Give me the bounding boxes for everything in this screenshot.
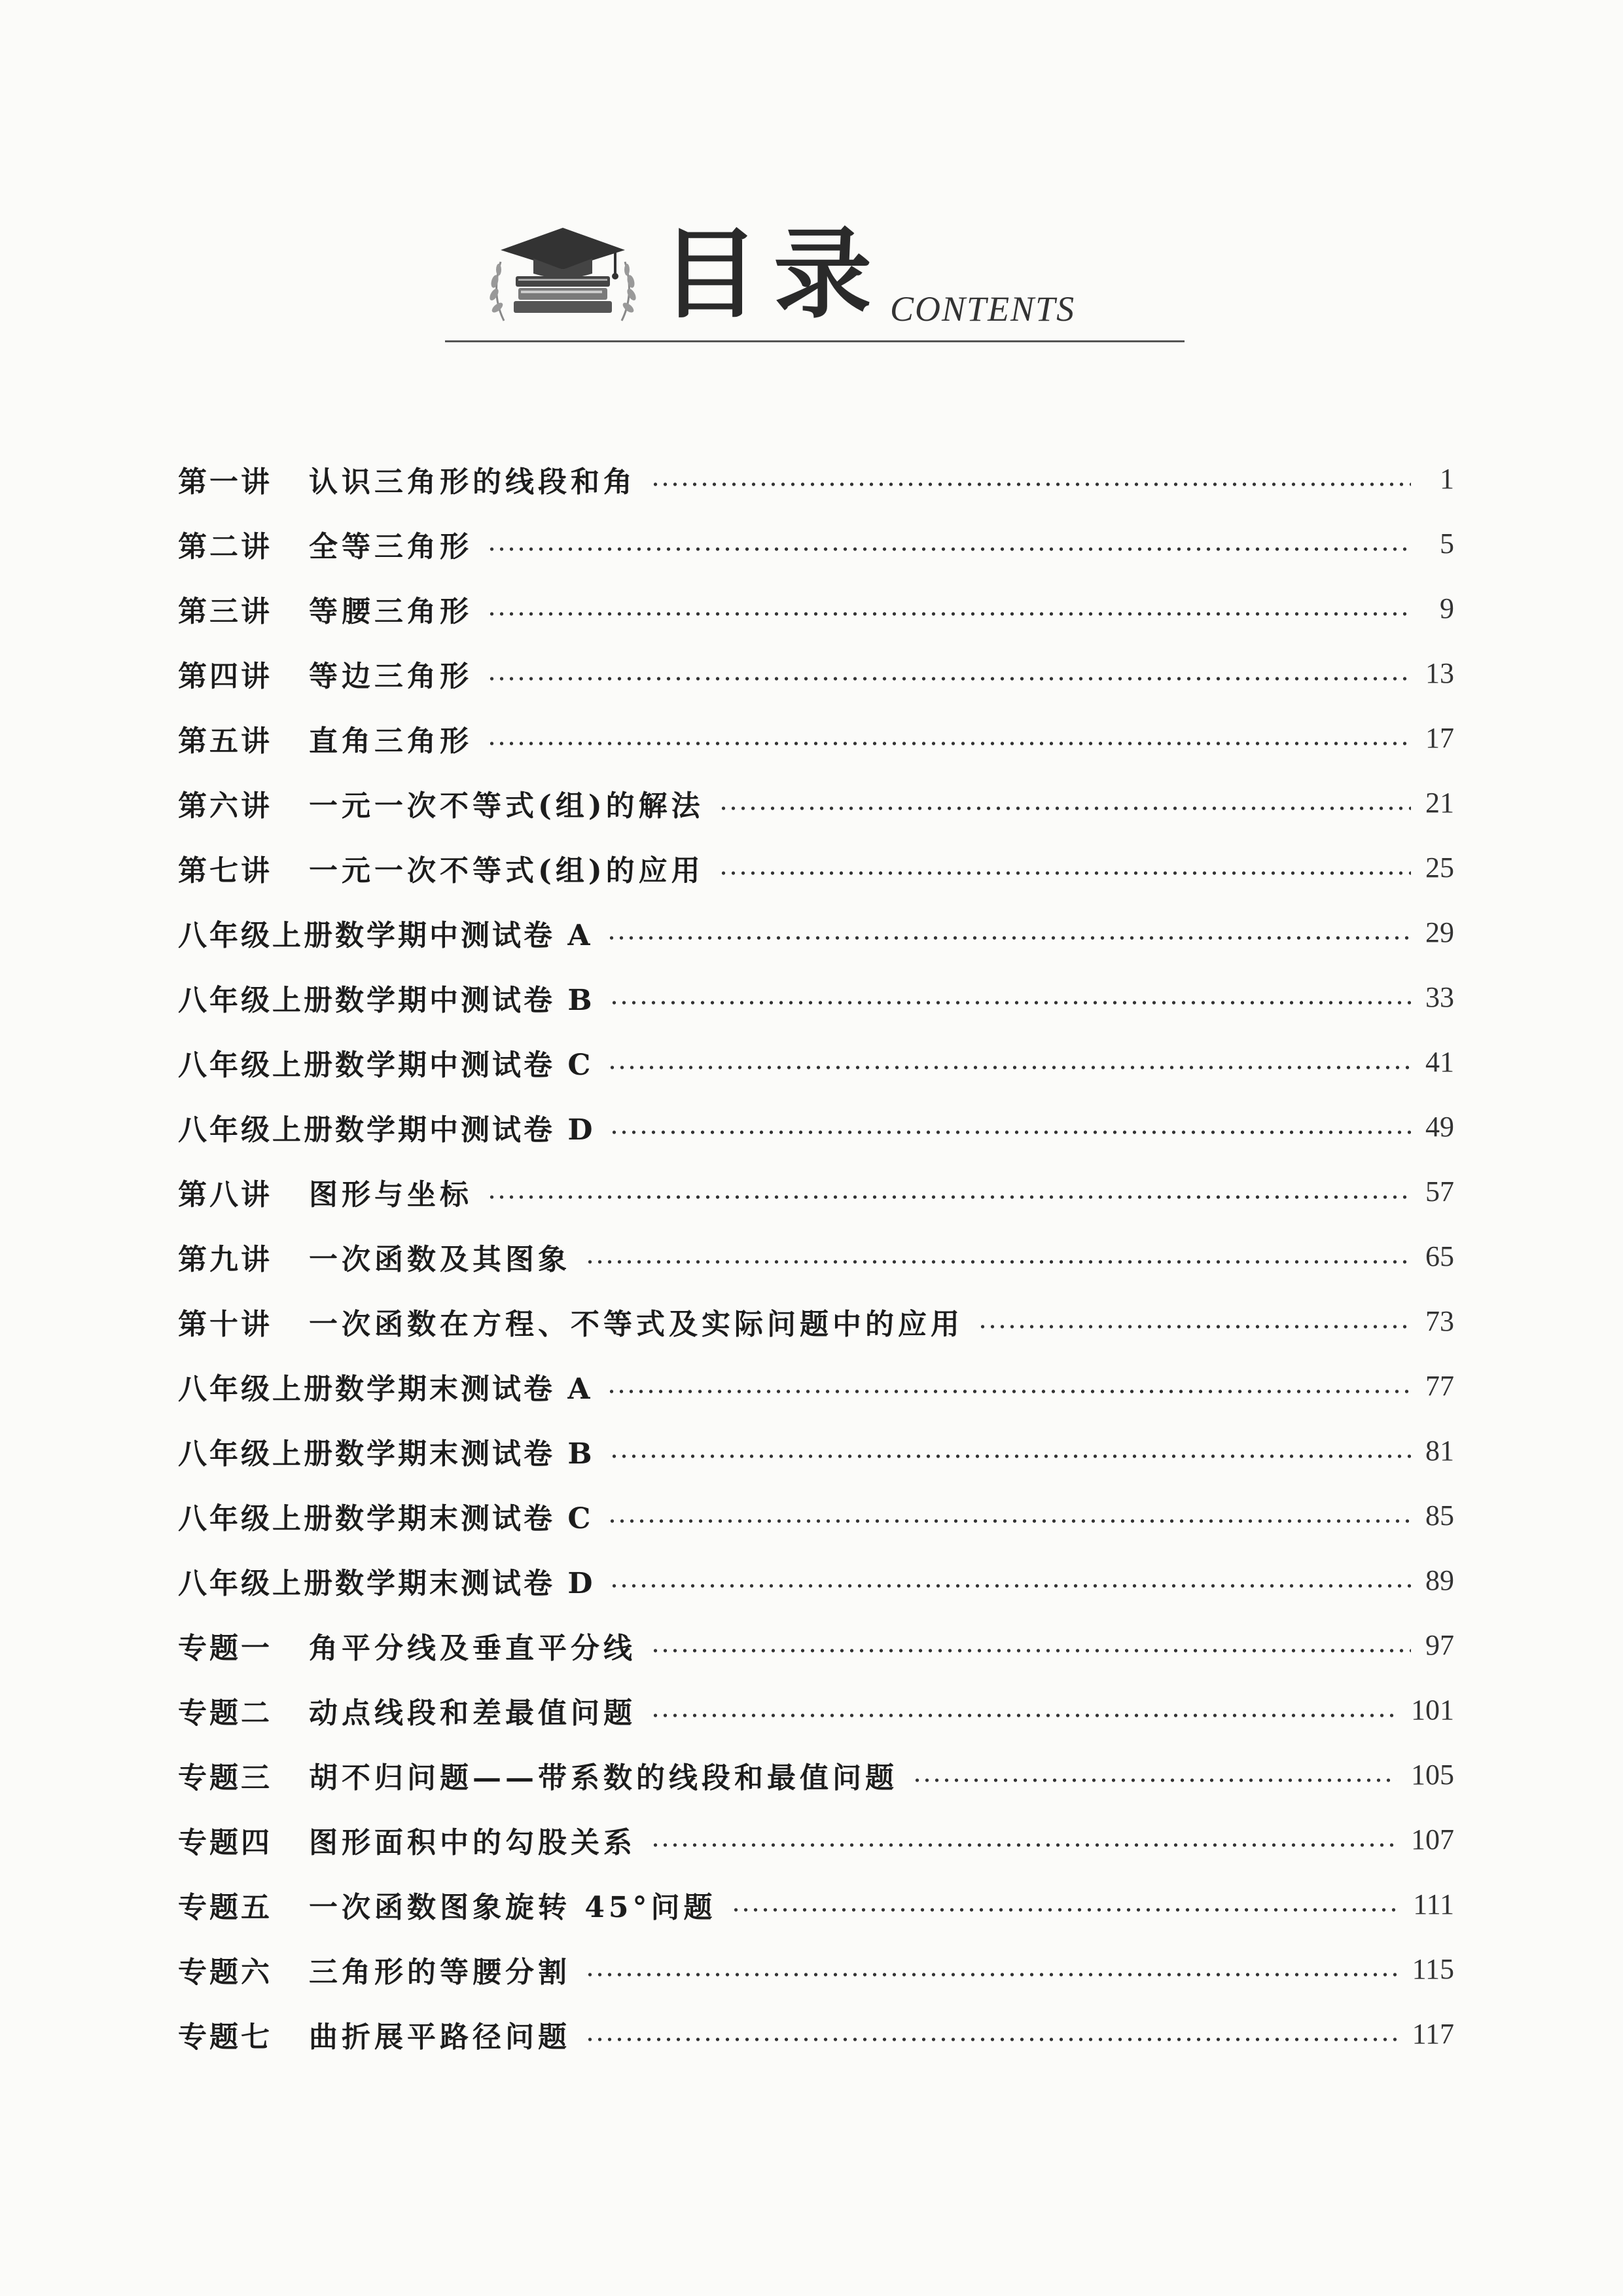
toc-entry-title: 一次函数图象旋转 45°问题 <box>309 1890 717 1924</box>
toc-entry-page: 117 <box>1412 2018 1454 2050</box>
toc-entry-page: 111 <box>1413 1888 1454 1920</box>
toc-entry-title: 八年级上册数学期中测试卷 B <box>178 983 595 1017</box>
toc-entry[interactable] <box>178 1872 1454 1937</box>
toc-entry[interactable] <box>178 1613 1454 1677</box>
toc-entry-page: 21 <box>1425 787 1454 819</box>
toc-entry[interactable] <box>178 1418 1454 1483</box>
toc-entry-page: 5 <box>1440 528 1454 560</box>
dot-leader <box>731 1908 1399 1912</box>
graduation-cap-books-icon <box>478 223 648 327</box>
toc-entry-page: 77 <box>1425 1370 1454 1402</box>
dot-leader <box>978 1325 1411 1329</box>
toc-entry[interactable] <box>178 1159 1454 1224</box>
toc-entry-chapter: 第一讲 <box>178 465 272 499</box>
dot-leader <box>487 612 1411 616</box>
table-of-contents <box>178 446 1454 2066</box>
toc-entry-page: 25 <box>1425 852 1454 884</box>
dot-leader <box>585 1973 1398 1977</box>
toc-entry-page: 101 <box>1411 1694 1454 1726</box>
toc-entry[interactable] <box>178 511 1454 576</box>
dot-leader <box>487 547 1411 551</box>
toc-entry-title: 八年级上册数学期中测试卷 D <box>178 1113 596 1147</box>
toc-entry-page: 73 <box>1425 1305 1454 1337</box>
page-title: 目录 <box>661 218 887 332</box>
toc-entry[interactable] <box>178 2001 1454 2066</box>
toc-entry-title: 等边三角形 <box>309 659 473 693</box>
toc-entry-page: 97 <box>1425 1629 1454 1661</box>
toc-entry-page: 17 <box>1425 722 1454 754</box>
toc-entry-title: 动点线段和差最值问题 <box>309 1696 636 1730</box>
toc-entry-title: 曲折展平路径问题 <box>309 2020 571 2054</box>
toc-entry[interactable] <box>178 1224 1454 1289</box>
dot-leader <box>651 1649 1411 1653</box>
toc-entry-chapter: 专题一 <box>178 1631 272 1665</box>
toc-entry[interactable] <box>178 1548 1454 1613</box>
toc-entry-title: 全等三角形 <box>309 529 473 564</box>
toc-entry-page: 85 <box>1425 1499 1454 1532</box>
toc-entry-chapter: 第六讲 <box>178 789 272 823</box>
toc-entry[interactable] <box>178 1289 1454 1354</box>
toc-entry-title: 角平分线及垂直平分线 <box>309 1631 636 1665</box>
toc-entry-chapter: 第五讲 <box>178 724 272 758</box>
toc-entry-chapter: 第三讲 <box>178 594 272 628</box>
toc-entry-title: 一次函数及其图象 <box>309 1242 571 1276</box>
dot-leader <box>651 1843 1397 1847</box>
toc-entry-title: 八年级上册数学期末测试卷 D <box>178 1566 596 1600</box>
contents-header <box>445 209 1185 353</box>
toc-entry[interactable] <box>178 770 1454 835</box>
toc-entry-title: 胡不归问题——带系数的线段和最值问题 <box>309 1761 898 1795</box>
toc-entry-chapter: 第十讲 <box>178 1307 272 1341</box>
toc-entry-page: 89 <box>1425 1564 1454 1596</box>
toc-entry[interactable] <box>178 1030 1454 1094</box>
toc-entry-page: 13 <box>1425 657 1454 689</box>
toc-entry[interactable] <box>178 1677 1454 1742</box>
toc-entry[interactable] <box>178 900 1454 965</box>
toc-entry-page: 33 <box>1425 981 1454 1013</box>
toc-entry-title: 八年级上册数学期末测试卷 A <box>178 1372 593 1406</box>
toc-entry-page: 9 <box>1440 592 1454 624</box>
dot-leader <box>607 936 1411 940</box>
dot-leader <box>487 742 1411 745</box>
toc-entry-title: 八年级上册数学期中测试卷 A <box>178 918 593 952</box>
toc-entry-page: 65 <box>1425 1240 1454 1272</box>
toc-entry-chapter: 专题二 <box>178 1696 272 1730</box>
header-divider <box>445 340 1185 342</box>
dot-leader <box>585 1260 1411 1264</box>
toc-entry-chapter: 第七讲 <box>178 853 272 888</box>
dot-leader <box>912 1778 1397 1782</box>
dot-leader <box>487 1195 1411 1199</box>
dot-leader <box>487 677 1411 681</box>
toc-entry-chapter: 专题五 <box>178 1890 272 1924</box>
toc-entry-page: 107 <box>1411 1823 1454 1856</box>
toc-entry[interactable] <box>178 1354 1454 1418</box>
toc-entry[interactable] <box>178 1742 1454 1807</box>
toc-entry-title: 图形与坐标 <box>309 1177 473 1211</box>
dot-leader <box>609 1001 1411 1005</box>
toc-entry-title: 八年级上册数学期末测试卷 C <box>178 1501 594 1535</box>
toc-entry-page: 81 <box>1425 1435 1454 1467</box>
toc-entry-chapter: 专题三 <box>178 1761 272 1795</box>
toc-entry[interactable] <box>178 1483 1454 1548</box>
toc-entry-title: 一元一次不等式(组)的解法 <box>309 789 704 823</box>
toc-entry-page: 115 <box>1412 1953 1454 1985</box>
toc-entry[interactable] <box>178 1937 1454 2001</box>
toc-entry[interactable] <box>178 706 1454 770</box>
dot-leader <box>609 1454 1411 1458</box>
toc-entry-title: 八年级上册数学期末测试卷 B <box>178 1437 595 1471</box>
toc-entry-chapter: 第九讲 <box>178 1242 272 1276</box>
toc-entry-chapter: 第八讲 <box>178 1177 272 1211</box>
dot-leader <box>609 1130 1411 1134</box>
dot-leader <box>607 1066 1411 1069</box>
toc-entry-page: 41 <box>1425 1046 1454 1078</box>
toc-entry-chapter: 专题七 <box>178 2020 272 2054</box>
toc-entry[interactable] <box>178 1807 1454 1872</box>
dot-leader <box>651 1713 1397 1717</box>
dot-leader <box>719 871 1411 875</box>
toc-entry[interactable] <box>178 835 1454 900</box>
dot-leader <box>719 806 1411 810</box>
toc-entry-title: 三角形的等腰分割 <box>309 1955 571 1989</box>
toc-entry-chapter: 第二讲 <box>178 529 272 564</box>
toc-entry-title: 认识三角形的线段和角 <box>309 465 636 499</box>
toc-entry[interactable] <box>178 446 1454 511</box>
toc-entry[interactable] <box>178 641 1454 706</box>
toc-entry-chapter: 专题六 <box>178 1955 272 1989</box>
toc-entry-page: 49 <box>1425 1111 1454 1143</box>
dot-leader <box>607 1390 1411 1393</box>
toc-entry-title: 八年级上册数学期中测试卷 C <box>178 1048 594 1082</box>
toc-entry-title: 一次函数在方程、不等式及实际问题中的应用 <box>309 1307 963 1341</box>
dot-leader <box>609 1584 1411 1588</box>
toc-entry-title: 直角三角形 <box>309 724 473 758</box>
toc-entry-page: 1 <box>1440 463 1454 495</box>
dot-leader <box>607 1519 1411 1523</box>
toc-entry-page: 57 <box>1425 1175 1454 1208</box>
dot-leader <box>651 482 1411 486</box>
toc-entry-page: 105 <box>1411 1759 1454 1791</box>
toc-entry-page: 29 <box>1425 916 1454 948</box>
toc-entry[interactable] <box>178 1094 1454 1159</box>
toc-entry-chapter: 第四讲 <box>178 659 272 693</box>
toc-entry-chapter: 专题四 <box>178 1825 272 1859</box>
dot-leader <box>585 2037 1398 2041</box>
toc-entry[interactable] <box>178 576 1454 641</box>
page-title-english: CONTENTS <box>890 289 1076 329</box>
toc-entry-title: 图形面积中的勾股关系 <box>309 1825 636 1859</box>
toc-entry-title: 等腰三角形 <box>309 594 473 628</box>
toc-entry-title: 一元一次不等式(组)的应用 <box>309 853 704 888</box>
toc-entry[interactable] <box>178 965 1454 1030</box>
